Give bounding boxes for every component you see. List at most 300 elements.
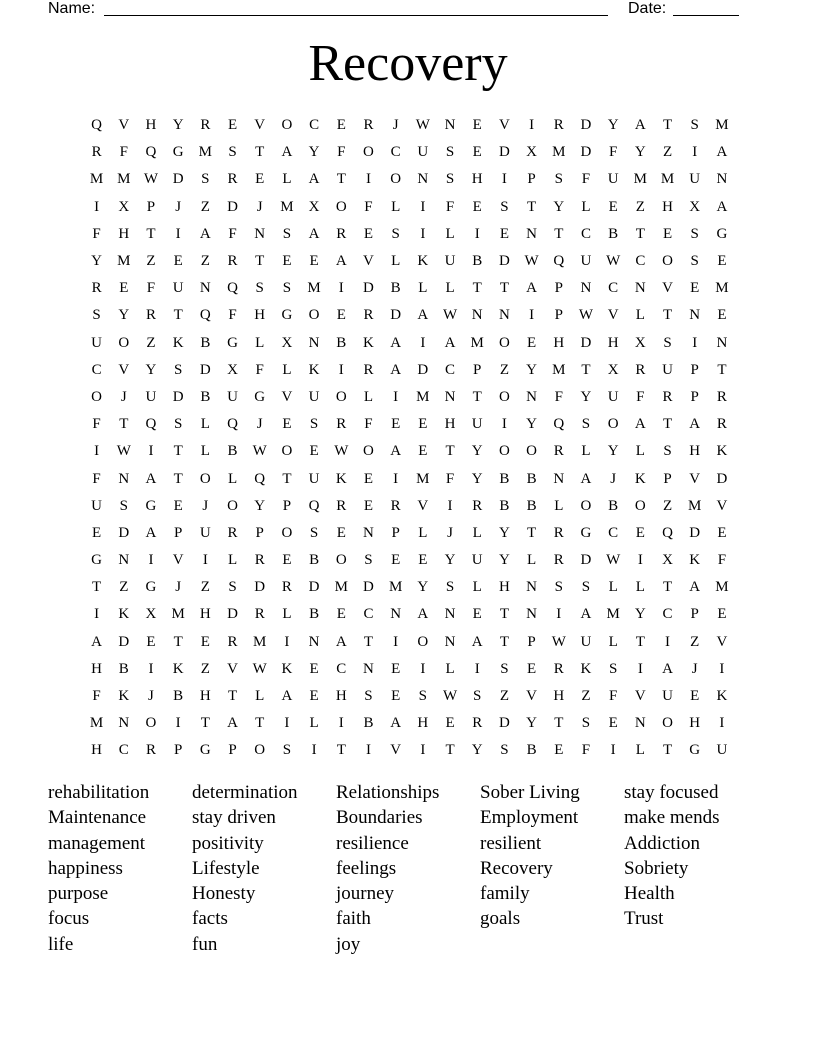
grid-letter[interactable]: C bbox=[336, 660, 347, 677]
grid-letter[interactable]: D bbox=[417, 361, 429, 378]
grid-letter[interactable]: T bbox=[527, 524, 537, 541]
grid-letter[interactable]: P bbox=[173, 524, 183, 541]
grid-letter[interactable]: A bbox=[335, 253, 347, 270]
grid-letter[interactable]: L bbox=[255, 334, 265, 351]
grid-letter[interactable]: R bbox=[716, 416, 727, 433]
grid-letter[interactable]: N bbox=[553, 470, 565, 487]
grid-letter[interactable]: Z bbox=[499, 688, 509, 705]
grid-letter[interactable]: A bbox=[662, 660, 673, 677]
grid-letter[interactable]: E bbox=[391, 688, 401, 705]
grid-letter[interactable]: A bbox=[716, 198, 728, 215]
grid-letter[interactable]: Q bbox=[553, 253, 565, 270]
grid-letter[interactable]: P bbox=[391, 524, 400, 541]
grid-letter[interactable]: I bbox=[284, 633, 290, 650]
grid-letter[interactable]: L bbox=[554, 497, 564, 514]
grid-letter[interactable]: L bbox=[635, 742, 645, 759]
grid-letter[interactable]: V bbox=[498, 117, 510, 134]
grid-letter[interactable]: P bbox=[690, 361, 699, 378]
grid-letter[interactable]: A bbox=[308, 225, 320, 242]
grid-letter[interactable]: L bbox=[635, 443, 645, 460]
grid-letter[interactable]: E bbox=[336, 606, 346, 623]
grid-letter[interactable]: F bbox=[717, 552, 727, 569]
grid-letter[interactable]: M bbox=[89, 715, 104, 732]
grid-letter[interactable]: O bbox=[199, 470, 211, 487]
grid-letter[interactable]: R bbox=[200, 117, 211, 134]
grid-letter[interactable]: O bbox=[607, 416, 619, 433]
grid-letter[interactable]: W bbox=[143, 171, 159, 188]
grid-letter[interactable]: R bbox=[336, 497, 347, 514]
grid-letter[interactable]: N bbox=[118, 715, 130, 732]
grid-letter[interactable]: C bbox=[363, 606, 374, 623]
grid-letter[interactable]: N bbox=[634, 715, 646, 732]
grid-letter[interactable]: S bbox=[690, 117, 699, 134]
grid-letter[interactable]: Z bbox=[690, 633, 700, 650]
grid-letter[interactable]: V bbox=[689, 470, 701, 487]
grid-letter[interactable]: J bbox=[447, 524, 453, 541]
grid-letter[interactable]: E bbox=[690, 280, 700, 297]
grid-letter[interactable]: O bbox=[363, 144, 374, 161]
grid-letter[interactable]: G bbox=[281, 307, 293, 324]
grid-letter[interactable]: Y bbox=[634, 606, 646, 623]
grid-letter[interactable]: D bbox=[254, 579, 266, 596]
grid-letter[interactable]: I bbox=[365, 171, 371, 188]
grid-letter[interactable]: I bbox=[529, 117, 535, 134]
grid-letter[interactable]: M bbox=[660, 171, 675, 188]
grid-letter[interactable]: E bbox=[717, 524, 727, 541]
grid-letter[interactable]: T bbox=[662, 742, 673, 759]
grid-letter[interactable]: N bbox=[444, 606, 456, 623]
grid-letter[interactable]: O bbox=[662, 253, 673, 270]
grid-letter[interactable]: D bbox=[227, 198, 238, 215]
grid-letter[interactable]: Y bbox=[526, 361, 538, 378]
grid-letter[interactable]: J bbox=[202, 497, 209, 514]
grid-letter[interactable]: D bbox=[172, 388, 184, 405]
grid-letter[interactable]: H bbox=[118, 225, 130, 242]
grid-letter[interactable]: F bbox=[364, 416, 373, 433]
grid-letter[interactable]: P bbox=[228, 742, 237, 759]
grid-letter[interactable]: T bbox=[554, 715, 564, 732]
grid-letter[interactable]: H bbox=[471, 171, 483, 188]
grid-letter[interactable]: E bbox=[472, 198, 482, 215]
grid-letter[interactable]: R bbox=[553, 443, 564, 460]
grid-letter[interactable]: K bbox=[172, 334, 184, 351]
grid-letter[interactable]: G bbox=[199, 742, 211, 759]
grid-letter[interactable]: R bbox=[91, 280, 102, 297]
grid-letter[interactable]: J bbox=[175, 579, 182, 596]
grid-letter[interactable]: U bbox=[689, 171, 701, 188]
grid-letter[interactable]: O bbox=[498, 388, 510, 405]
grid-letter[interactable]: M bbox=[416, 388, 430, 405]
grid-letter[interactable]: I bbox=[393, 633, 399, 650]
grid-letter[interactable]: T bbox=[336, 171, 346, 188]
grid-letter[interactable]: R bbox=[662, 388, 673, 405]
grid-letter[interactable]: M bbox=[89, 171, 104, 188]
grid-letter[interactable]: N bbox=[444, 388, 456, 405]
grid-letter[interactable]: J bbox=[175, 198, 182, 215]
grid-letter[interactable]: M bbox=[416, 470, 430, 487]
grid-letter[interactable]: R bbox=[716, 388, 727, 405]
grid-letter[interactable]: S bbox=[581, 715, 591, 732]
grid-letter[interactable]: L bbox=[581, 198, 591, 215]
grid-letter[interactable]: H bbox=[553, 688, 565, 705]
grid-letter[interactable]: F bbox=[445, 198, 455, 215]
grid-letter[interactable]: V bbox=[526, 688, 538, 705]
grid-letter[interactable]: F bbox=[228, 225, 237, 242]
grid-letter[interactable]: I bbox=[637, 552, 643, 569]
grid-letter[interactable]: R bbox=[553, 660, 564, 677]
grid-letter[interactable]: H bbox=[335, 688, 347, 705]
grid-letter[interactable]: O bbox=[308, 307, 320, 324]
grid-letter[interactable]: L bbox=[635, 307, 645, 324]
grid-letter[interactable]: L bbox=[282, 361, 292, 378]
grid-letter[interactable]: M bbox=[470, 334, 484, 351]
grid-letter[interactable]: R bbox=[91, 144, 102, 161]
grid-letter[interactable]: C bbox=[662, 606, 673, 623]
grid-letter[interactable]: N bbox=[118, 552, 130, 569]
grid-letter[interactable]: F bbox=[92, 416, 101, 433]
grid-letter[interactable]: O bbox=[417, 633, 429, 650]
grid-letter[interactable]: D bbox=[363, 280, 374, 297]
grid-letter[interactable]: R bbox=[363, 307, 374, 324]
grid-letter[interactable]: O bbox=[580, 497, 592, 514]
grid-letter[interactable]: Z bbox=[662, 497, 673, 514]
grid-letter[interactable]: V bbox=[417, 497, 429, 514]
grid-letter[interactable]: K bbox=[308, 361, 320, 378]
grid-letter[interactable]: U bbox=[716, 742, 728, 759]
grid-letter[interactable]: L bbox=[363, 388, 374, 405]
grid-letter[interactable]: E bbox=[309, 443, 319, 460]
grid-letter[interactable]: H bbox=[553, 334, 565, 351]
grid-letter[interactable]: Y bbox=[254, 497, 266, 514]
grid-letter[interactable]: C bbox=[635, 253, 646, 270]
grid-letter[interactable]: O bbox=[281, 524, 293, 541]
grid-letter[interactable]: T bbox=[255, 144, 265, 161]
grid-letter[interactable]: Y bbox=[526, 416, 538, 433]
grid-letter[interactable]: I bbox=[365, 742, 371, 759]
grid-letter[interactable]: N bbox=[471, 307, 483, 324]
grid-letter[interactable]: E bbox=[418, 443, 428, 460]
grid-letter[interactable]: U bbox=[91, 497, 103, 514]
grid-letter[interactable]: I bbox=[692, 334, 698, 351]
grid-letter[interactable]: E bbox=[227, 117, 238, 134]
grid-letter[interactable]: F bbox=[581, 171, 591, 188]
grid-letter[interactable]: U bbox=[580, 633, 592, 650]
grid-letter[interactable]: U bbox=[145, 388, 157, 405]
grid-letter[interactable]: N bbox=[498, 307, 510, 324]
grid-letter[interactable]: P bbox=[554, 280, 563, 297]
grid-letter[interactable]: S bbox=[282, 225, 292, 242]
grid-letter[interactable]: N bbox=[716, 171, 728, 188]
grid-letter[interactable]: A bbox=[281, 144, 293, 161]
grid-letter[interactable]: C bbox=[580, 225, 591, 242]
grid-letter[interactable]: I bbox=[94, 606, 100, 623]
grid-letter[interactable]: H bbox=[689, 715, 701, 732]
grid-letter[interactable]: K bbox=[118, 688, 130, 705]
grid-letter[interactable]: D bbox=[580, 552, 592, 569]
grid-letter[interactable]: B bbox=[608, 225, 619, 242]
grid-letter[interactable]: I bbox=[665, 633, 671, 650]
grid-letter[interactable]: K bbox=[689, 552, 701, 569]
grid-letter[interactable]: V bbox=[662, 280, 673, 297]
grid-letter[interactable]: S bbox=[663, 334, 672, 351]
grid-letter[interactable]: Z bbox=[581, 688, 591, 705]
grid-letter[interactable]: E bbox=[472, 144, 482, 161]
grid-letter[interactable]: G bbox=[689, 742, 701, 759]
grid-letter[interactable]: E bbox=[309, 660, 319, 677]
grid-letter[interactable]: O bbox=[281, 443, 293, 460]
grid-letter[interactable]: E bbox=[282, 416, 292, 433]
grid-letter[interactable]: A bbox=[634, 416, 646, 433]
grid-letter[interactable]: K bbox=[716, 443, 728, 460]
grid-letter[interactable]: O bbox=[118, 334, 130, 351]
grid-letter[interactable]: I bbox=[556, 606, 562, 623]
grid-letter[interactable]: N bbox=[634, 280, 646, 297]
grid-letter[interactable]: M bbox=[606, 606, 620, 623]
grid-letter[interactable]: S bbox=[282, 280, 292, 297]
grid-letter[interactable]: Y bbox=[118, 307, 130, 324]
grid-letter[interactable]: M bbox=[117, 253, 131, 270]
grid-letter[interactable]: T bbox=[527, 198, 537, 215]
grid-letter[interactable]: Y bbox=[498, 552, 510, 569]
grid-letter[interactable]: E bbox=[391, 660, 401, 677]
grid-letter[interactable]: R bbox=[363, 117, 374, 134]
grid-letter[interactable]: I bbox=[94, 198, 100, 215]
grid-letter[interactable]: S bbox=[663, 443, 672, 460]
grid-letter[interactable]: S bbox=[500, 660, 509, 677]
grid-letter[interactable]: B bbox=[200, 334, 211, 351]
grid-letter[interactable]: B bbox=[526, 742, 537, 759]
grid-letter[interactable]: O bbox=[254, 742, 266, 759]
grid-letter[interactable]: V bbox=[390, 742, 402, 759]
grid-letter[interactable]: I bbox=[719, 715, 725, 732]
grid-letter[interactable]: W bbox=[252, 660, 267, 677]
grid-letter[interactable]: E bbox=[554, 742, 564, 759]
grid-letter[interactable]: Y bbox=[553, 198, 565, 215]
grid-letter[interactable]: S bbox=[581, 416, 591, 433]
grid-letter[interactable]: B bbox=[390, 280, 401, 297]
grid-letter[interactable]: M bbox=[334, 579, 348, 596]
grid-letter[interactable]: L bbox=[391, 198, 401, 215]
grid-letter[interactable]: D bbox=[580, 117, 592, 134]
grid-letter[interactable]: E bbox=[717, 253, 727, 270]
grid-letter[interactable]: M bbox=[253, 633, 267, 650]
grid-letter[interactable]: A bbox=[444, 334, 456, 351]
grid-letter[interactable]: Q bbox=[662, 524, 673, 541]
grid-letter[interactable]: Y bbox=[444, 552, 456, 569]
grid-letter[interactable]: M bbox=[688, 497, 702, 514]
grid-letter[interactable]: J bbox=[610, 470, 617, 487]
grid-letter[interactable]: A bbox=[308, 171, 320, 188]
grid-letter[interactable]: E bbox=[173, 497, 183, 514]
grid-letter[interactable]: R bbox=[227, 171, 238, 188]
grid-letter[interactable]: E bbox=[363, 225, 374, 242]
grid-letter[interactable]: U bbox=[417, 144, 429, 161]
grid-letter[interactable]: T bbox=[445, 443, 455, 460]
grid-letter[interactable]: I bbox=[420, 225, 426, 242]
grid-letter[interactable]: D bbox=[172, 171, 184, 188]
grid-letter[interactable]: A bbox=[716, 144, 728, 161]
grid-letter[interactable]: C bbox=[445, 361, 456, 378]
grid-letter[interactable]: D bbox=[498, 253, 510, 270]
grid-letter[interactable]: V bbox=[281, 388, 293, 405]
grid-letter[interactable]: X bbox=[526, 144, 538, 161]
grid-letter[interactable]: H bbox=[254, 307, 266, 324]
grid-letter[interactable]: E bbox=[391, 416, 401, 433]
grid-letter[interactable]: A bbox=[526, 280, 538, 297]
grid-letter[interactable]: I bbox=[420, 660, 426, 677]
grid-letter[interactable]: S bbox=[500, 742, 509, 759]
grid-letter[interactable]: D bbox=[716, 470, 728, 487]
grid-letter[interactable]: E bbox=[309, 688, 319, 705]
grid-letter[interactable]: S bbox=[445, 171, 455, 188]
grid-letter[interactable]: E bbox=[282, 552, 292, 569]
grid-letter[interactable]: V bbox=[227, 660, 238, 677]
grid-letter[interactable]: T bbox=[227, 688, 238, 705]
grid-letter[interactable]: X bbox=[308, 198, 320, 215]
grid-letter[interactable]: E bbox=[336, 307, 346, 324]
grid-letter[interactable]: R bbox=[145, 742, 156, 759]
grid-letter[interactable]: N bbox=[308, 334, 320, 351]
grid-letter[interactable]: G bbox=[91, 552, 103, 569]
grid-letter[interactable]: P bbox=[554, 307, 563, 324]
grid-letter[interactable]: R bbox=[336, 416, 347, 433]
grid-letter[interactable]: T bbox=[363, 633, 374, 650]
grid-letter[interactable]: F bbox=[337, 144, 346, 161]
grid-letter[interactable]: E bbox=[418, 416, 428, 433]
grid-letter[interactable]: I bbox=[474, 660, 480, 677]
grid-letter[interactable]: I bbox=[175, 715, 181, 732]
grid-letter[interactable]: H bbox=[199, 606, 211, 623]
grid-letter[interactable]: C bbox=[91, 361, 102, 378]
grid-letter[interactable]: E bbox=[717, 307, 727, 324]
grid-letter[interactable]: D bbox=[118, 633, 130, 650]
grid-letter[interactable]: H bbox=[91, 742, 103, 759]
grid-letter[interactable]: J bbox=[148, 688, 154, 705]
grid-letter[interactable]: S bbox=[309, 416, 319, 433]
grid-letter[interactable]: B bbox=[363, 715, 374, 732]
grid-letter[interactable]: D bbox=[390, 307, 402, 324]
grid-letter[interactable]: E bbox=[445, 715, 455, 732]
grid-letter[interactable]: S bbox=[554, 579, 563, 596]
grid-letter[interactable]: Q bbox=[199, 307, 211, 324]
grid-letter[interactable]: B bbox=[118, 660, 129, 677]
grid-letter[interactable]: H bbox=[444, 416, 456, 433]
grid-letter[interactable]: F bbox=[255, 361, 264, 378]
grid-letter[interactable]: I bbox=[338, 280, 344, 297]
grid-letter[interactable]: L bbox=[608, 579, 618, 596]
grid-letter[interactable]: W bbox=[524, 253, 539, 270]
grid-letter[interactable]: O bbox=[281, 117, 293, 134]
grid-letter[interactable]: H bbox=[689, 443, 701, 460]
grid-letter[interactable]: E bbox=[690, 688, 700, 705]
grid-letter[interactable]: V bbox=[118, 117, 130, 134]
grid-letter[interactable]: T bbox=[173, 470, 183, 487]
grid-letter[interactable]: L bbox=[418, 524, 428, 541]
grid-letter[interactable]: R bbox=[390, 497, 401, 514]
grid-letter[interactable]: N bbox=[444, 117, 456, 134]
grid-letter[interactable]: E bbox=[255, 171, 265, 188]
grid-letter[interactable]: F bbox=[119, 144, 128, 161]
grid-letter[interactable]: A bbox=[335, 633, 347, 650]
grid-letter[interactable]: L bbox=[282, 171, 292, 188]
grid-letter[interactable]: L bbox=[227, 470, 238, 487]
grid-letter[interactable]: Y bbox=[145, 361, 157, 378]
grid-letter[interactable]: S bbox=[119, 497, 128, 514]
grid-letter[interactable]: E bbox=[282, 253, 292, 270]
grid-letter[interactable]: I bbox=[393, 388, 399, 405]
grid-letter[interactable]: X bbox=[145, 606, 157, 623]
grid-letter[interactable]: B bbox=[526, 470, 537, 487]
grid-letter[interactable]: L bbox=[527, 552, 537, 569]
grid-letter[interactable]: S bbox=[554, 171, 563, 188]
grid-letter[interactable]: V bbox=[716, 633, 728, 650]
grid-letter[interactable]: N bbox=[526, 225, 538, 242]
grid-letter[interactable]: B bbox=[309, 606, 320, 623]
grid-letter[interactable]: R bbox=[281, 579, 292, 596]
grid-letter[interactable]: M bbox=[715, 280, 729, 297]
grid-letter[interactable]: A bbox=[471, 633, 483, 650]
grid-letter[interactable]: J bbox=[256, 416, 263, 433]
grid-letter[interactable]: T bbox=[472, 280, 482, 297]
grid-letter[interactable]: M bbox=[307, 280, 321, 297]
grid-letter[interactable]: R bbox=[227, 253, 238, 270]
grid-letter[interactable]: I bbox=[393, 470, 399, 487]
grid-letter[interactable]: D bbox=[689, 524, 701, 541]
grid-letter[interactable]: V bbox=[634, 688, 646, 705]
grid-letter[interactable]: I bbox=[338, 715, 344, 732]
grid-letter[interactable]: M bbox=[117, 171, 131, 188]
grid-letter[interactable]: U bbox=[662, 361, 673, 378]
grid-letter[interactable]: J bbox=[392, 117, 399, 134]
grid-letter[interactable]: U bbox=[199, 524, 211, 541]
grid-letter[interactable]: A bbox=[417, 307, 429, 324]
grid-letter[interactable]: T bbox=[635, 225, 645, 242]
grid-letter[interactable]: T bbox=[635, 633, 645, 650]
grid-letter[interactable]: A bbox=[227, 715, 238, 732]
grid-letter[interactable]: F bbox=[445, 470, 455, 487]
grid-letter[interactable]: V bbox=[363, 253, 374, 270]
grid-letter[interactable]: P bbox=[173, 742, 183, 759]
grid-letter[interactable]: T bbox=[554, 225, 564, 242]
grid-letter[interactable]: R bbox=[553, 117, 564, 134]
grid-letter[interactable]: T bbox=[255, 253, 265, 270]
grid-letter[interactable]: K bbox=[716, 688, 728, 705]
grid-letter[interactable]: K bbox=[417, 253, 429, 270]
grid-letter[interactable]: S bbox=[364, 552, 373, 569]
grid-letter[interactable]: D bbox=[308, 579, 320, 596]
grid-letter[interactable]: A bbox=[390, 334, 402, 351]
grid-letter[interactable]: T bbox=[662, 307, 673, 324]
grid-letter[interactable]: W bbox=[442, 307, 458, 324]
grid-letter[interactable]: M bbox=[715, 117, 729, 134]
grid-letter[interactable]: T bbox=[662, 416, 673, 433]
grid-letter[interactable]: A bbox=[145, 524, 157, 541]
grid-letter[interactable]: Q bbox=[91, 117, 103, 134]
grid-letter[interactable]: U bbox=[471, 552, 483, 569]
grid-letter[interactable]: R bbox=[336, 225, 347, 242]
grid-letter[interactable]: V bbox=[607, 307, 619, 324]
grid-letter[interactable]: U bbox=[308, 388, 320, 405]
grid-letter[interactable]: L bbox=[391, 253, 401, 270]
grid-letter[interactable]: H bbox=[91, 660, 103, 677]
name-field-line[interactable] bbox=[104, 15, 608, 16]
grid-letter[interactable]: R bbox=[472, 497, 483, 514]
grid-letter[interactable]: E bbox=[173, 253, 183, 270]
grid-letter[interactable]: T bbox=[499, 633, 509, 650]
grid-letter[interactable]: E bbox=[527, 334, 537, 351]
grid-letter[interactable]: W bbox=[334, 443, 349, 460]
grid-letter[interactable]: E bbox=[472, 117, 482, 134]
